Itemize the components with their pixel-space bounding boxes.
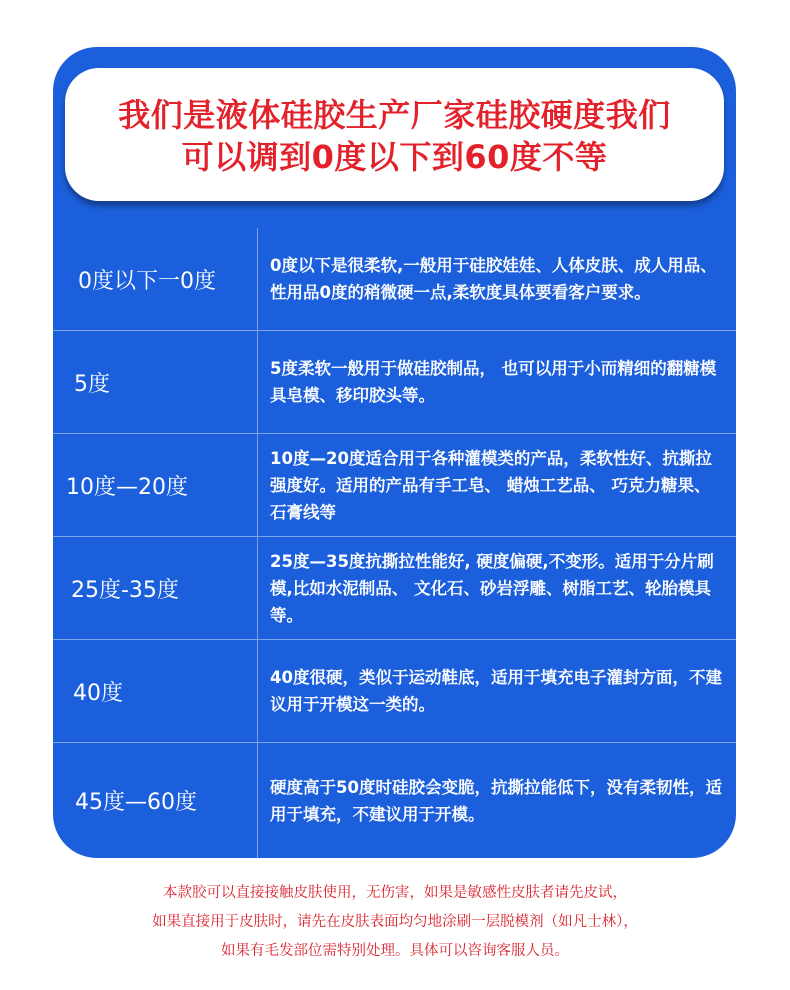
footer-notice bbox=[0, 879, 790, 966]
table-row bbox=[53, 640, 736, 743]
table-row bbox=[53, 537, 736, 640]
table-row bbox=[53, 434, 736, 537]
hardness-panel bbox=[53, 47, 736, 858]
hardness-description: 25度—35度抗撕拉性能好, 硬度偏硬,不变形。适用于分片刷模,比如水泥制品、 文化石、砂岩浮雕、树脂工艺、轮胎模具等。 bbox=[257, 537, 736, 639]
table-row bbox=[53, 331, 736, 434]
table-row bbox=[53, 228, 736, 331]
hardness-description: 5度柔软一般用于做硅胶制品， 也可以用于小而精细的翻糖模具皂模、移印胶头等。 bbox=[257, 331, 736, 433]
hardness-description: 0度以下是很柔软,一般用于硅胶娃娃、人体皮肤、成人用品、 性用品0度的稍微硬一点,柔软度具体要看客户要求。 bbox=[257, 228, 736, 330]
hardness-label: 5度 bbox=[74, 371, 110, 397]
hardness-description: 10度—20度适合用于各种灌模类的产品，柔软性好、抗撕拉强度好。适用的产品有手工皂、 蜡烛工艺品、 巧克力糖果、石膏线等 bbox=[257, 434, 736, 536]
footer-line-3: 如果有毛发部位需特别处理。具体可以咨询客服人员。 bbox=[221, 943, 569, 959]
table-row bbox=[53, 743, 736, 858]
hardness-table bbox=[53, 228, 736, 858]
footer-line-2: 如果直接用于皮肤时，请先在皮肤表面均匀地涂刷一层脱模剂（如凡士林）， bbox=[152, 914, 638, 930]
title-line-1: 我们是液体硅胶生产厂家硅胶硬度我们 bbox=[118, 96, 671, 134]
hardness-description: 硬度高于50度时硅胶会变脆，抗撕拉能低下，没有柔韧性，适用于填充，不建议用于开模。 bbox=[257, 743, 736, 858]
hardness-label: 45度—60度 bbox=[75, 790, 197, 815]
hardness-description: 40度很硬，类似于运动鞋底，适用于填充电子灌封方面，不建议用于开模这一类的。 bbox=[257, 640, 736, 742]
hardness-label: 25度-35度 bbox=[71, 577, 179, 603]
hardness-label: 10度—20度 bbox=[66, 474, 188, 500]
hardness-label: 40度 bbox=[73, 680, 123, 706]
title-line-2: 可以调到0度以下到60度不等 bbox=[181, 138, 608, 176]
footer-line-1: 本款胶可以直接接触皮肤使用，无伤害，如果是敏感性皮肤者请先皮试， bbox=[163, 885, 627, 901]
title-box bbox=[65, 68, 724, 201]
hardness-label: 0度以下一0度 bbox=[78, 268, 216, 294]
